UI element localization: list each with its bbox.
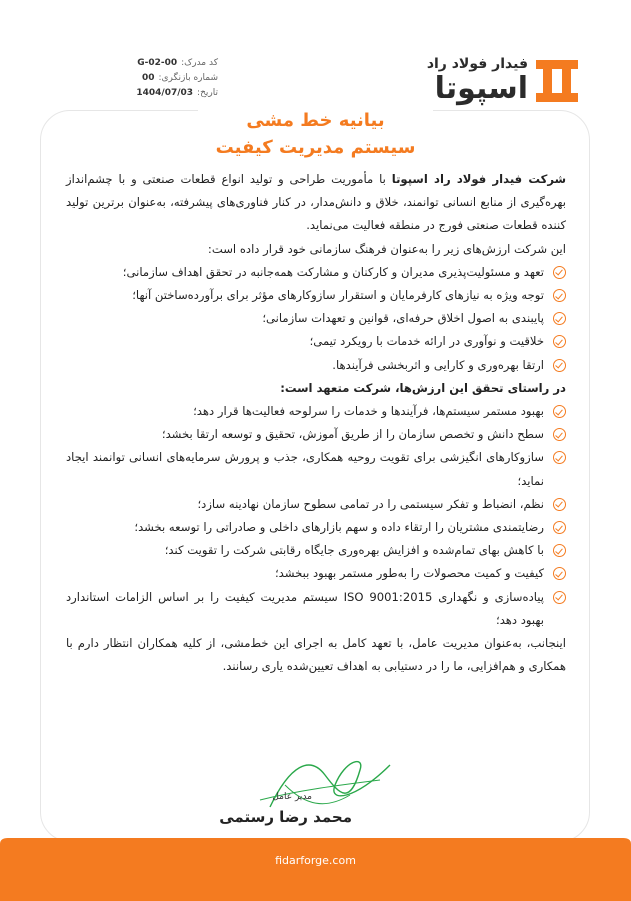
list-item: نظم، انضباط و تفکر سیستمی را در تمامی سطوح سازمان نهادینه سازد؛ xyxy=(66,493,566,516)
page-title: بیانیه خط مشی xyxy=(246,110,385,131)
check-circle-icon xyxy=(553,544,566,557)
company-logo xyxy=(412,52,580,108)
signature-role: مدیر عامل xyxy=(272,792,312,802)
check-circle-icon xyxy=(553,451,566,464)
intro-text: با مأموریت طراحی و تولید انواع قطعات صنعتی و با چشم‌انداز بهره‌گیری از منابع انسانی توانمند، خلاق و دانش‌مدار، در کنار فناوری‌های پیشرفته، به‌عنوان برترین تولید کننده قطعات صنعتی فورج در منطقه فعالیت می‌نماید. xyxy=(66,172,566,233)
values-list xyxy=(66,261,566,377)
footer-website-link[interactable]: fidarforge.com xyxy=(275,854,356,867)
footer-banner xyxy=(0,836,631,901)
list-item: با کاهش بهای تمام‌شده و افزایش بهره‌وری جایگاه رقابتی شرکت را تقویت کند؛ xyxy=(66,539,566,562)
closing-paragraph: اینجانب، به‌عنوان مدیریت عامل، با تعهد کامل به اجرای این خط‌مشی، از کلیه همکاران انتظار دارم با همکاری و هم‌افزایی، ما را در دستیابی به اهداف تعیین‌شده یاری رسانند. xyxy=(66,636,566,674)
check-circle-icon xyxy=(553,521,566,534)
revision-value: 00 xyxy=(141,73,155,83)
check-circle-icon xyxy=(553,266,566,279)
doc-code-label: کد مدرک: xyxy=(181,58,218,68)
list-item: بهبود مستمر سیستم‌ها، فرآیندها و خدمات را سرلوحه فعالیت‌ها قرار دهد؛ xyxy=(66,400,566,423)
signature-name: محمد رضا رستمی xyxy=(219,808,352,826)
list-item: تعهد و مسئولیت‌پذیری مدیران و کارکنان و مشارکت همه‌جانبه در تحقق اهداف سازمانی؛ xyxy=(66,261,566,284)
check-circle-icon xyxy=(553,289,566,302)
revision-row xyxy=(58,71,218,86)
check-circle-icon xyxy=(553,591,566,604)
page-subtitle: سیستم مدیریت کیفیت xyxy=(215,137,416,158)
check-circle-icon xyxy=(553,567,566,580)
logo-brand-name: اسپوتا xyxy=(434,71,528,106)
intro-paragraph xyxy=(66,168,566,238)
doc-code-value: G-02-00 xyxy=(137,58,178,68)
check-circle-icon xyxy=(553,335,566,348)
footer-wave-shape xyxy=(0,836,631,901)
date-label: تاریخ: xyxy=(197,88,218,98)
check-circle-icon xyxy=(553,405,566,418)
date-row xyxy=(58,86,218,101)
date-value: 1404/07/03 xyxy=(136,88,194,98)
check-circle-icon xyxy=(553,428,566,441)
check-circle-icon xyxy=(553,498,566,511)
list-item: سازوکارهای انگیزشی برای تقویت روحیه همکاری، جذب و پرورش سرمایه‌های انسانی توانمند ایجاد نماید؛ xyxy=(66,446,566,492)
commitments-list xyxy=(66,400,566,632)
list-item: ارتقا بهره‌وری و کارایی و اثربخشی فرآیندها. xyxy=(66,354,566,377)
fidar-logo-icon xyxy=(534,58,580,104)
intro-company: شرکت فیدار فولاد راد اسپوتا xyxy=(391,172,566,186)
revision-label: شماره بازنگری: xyxy=(158,73,218,83)
list-item: سطح دانش و تخصص سازمان را از طریق آموزش، تحقیق و توسعه ارتقا بخشد؛ xyxy=(66,423,566,446)
document-meta xyxy=(58,56,218,101)
list-item: کیفیت و کمیت محصولات را به‌طور مستمر بهبود ببخشد؛ xyxy=(66,562,566,585)
list-item: توجه ویژه به نیازهای کارفرمایان و استقرار سازوکارهای مؤثر برای برآورده‌ساختن آنها؛ xyxy=(66,284,566,307)
policy-body xyxy=(66,168,566,678)
list-item: پیاده‌سازی و نگهداری ISO 9001:2015 سیستم مدیریت کیفیت را بر اساس الزامات استاندارد بهبود دهد؛ xyxy=(66,586,566,632)
logo-company-name: فیدار فولاد راد xyxy=(426,56,528,72)
list-item: رضایتمندی مشتریان را ارتقاء داده و سهم بازارهای داخلی و صادراتی را توسعه بخشد؛ xyxy=(66,516,566,539)
doc-code-row xyxy=(58,56,218,71)
values-intro: این شرکت ارزش‌های زیر را به‌عنوان فرهنگ سازمانی خود قرار داده است: xyxy=(207,241,566,256)
signature-block xyxy=(219,745,400,835)
commitments-heading: در راستای تحقق این ارزش‌ها، شرکت متعهد است: xyxy=(280,380,566,395)
list-item: خلاقیت و نوآوری در ارائه خدمات با رویکرد تیمی؛ xyxy=(66,330,566,353)
check-circle-icon xyxy=(553,359,566,372)
list-item: پایبندی به اصول اخلاق حرفه‌ای، قوانین و تعهدات سازمانی؛ xyxy=(66,307,566,330)
check-circle-icon xyxy=(553,312,566,325)
